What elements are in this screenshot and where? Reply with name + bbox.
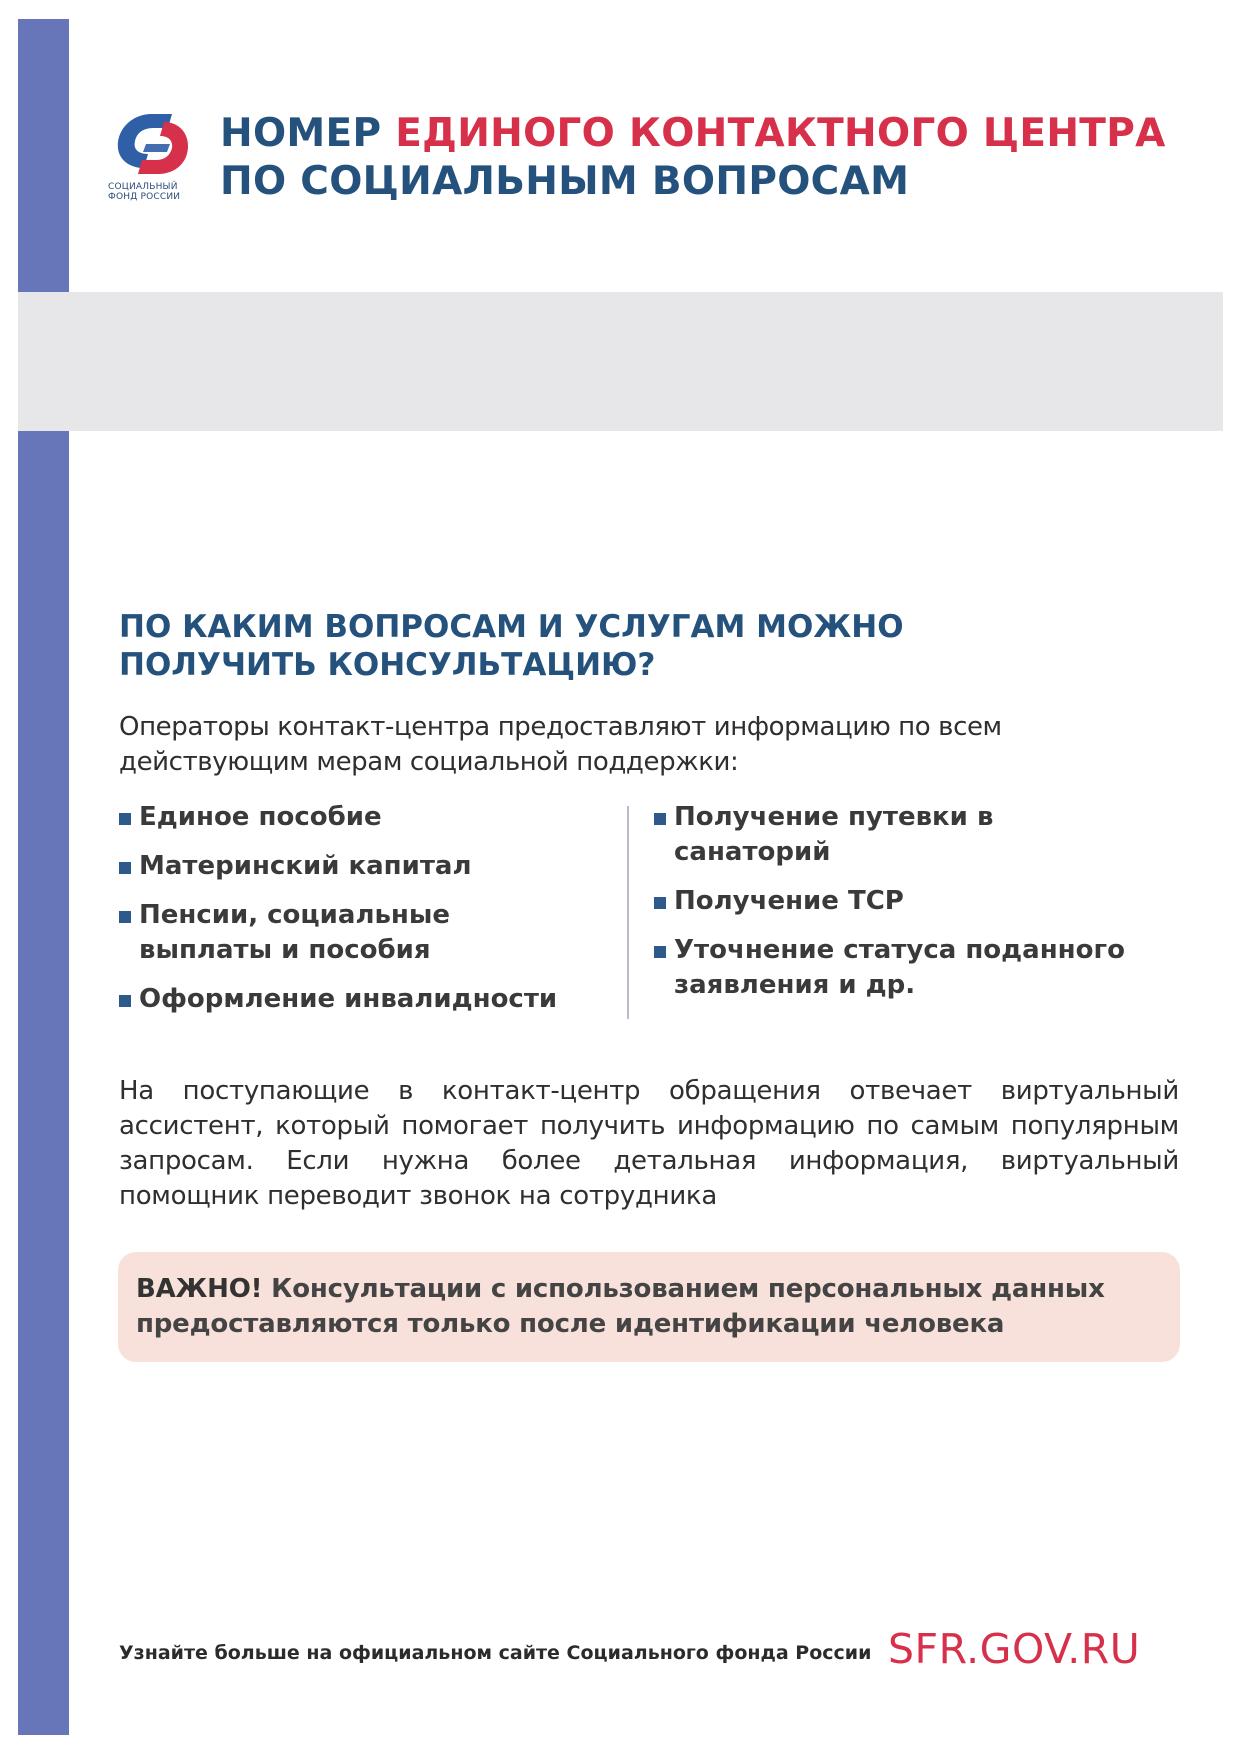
page-title-part2: ЕДИНОГО КОНТАКТНОГО ЦЕНТРА: [395, 111, 1166, 156]
page-title-line1: [220, 110, 1166, 158]
important-notice: [118, 1252, 1180, 1362]
list-item: [119, 898, 499, 968]
important-notice-text: [136, 1272, 1171, 1342]
left-accent-bar: [18, 19, 69, 1735]
important-body: Консультации с использованием персональных данных предоставляются только после идентификации человека: [136, 1274, 1105, 1339]
page-title: [220, 110, 1166, 206]
section-heading: [119, 608, 904, 684]
list-item-label: Материнский капитал: [139, 851, 472, 881]
square-bullet-icon: [654, 813, 666, 825]
logo-caption-line1: СОЦИАЛЬНЫЙ: [108, 182, 178, 192]
services-list-right: [654, 800, 1194, 1017]
square-bullet-icon: [119, 995, 131, 1007]
section-heading-line1: ПО КАКИМ ВОПРОСАМ И УСЛУГАМ МОЖНО: [119, 609, 904, 645]
list-item: [119, 982, 629, 1017]
square-bullet-icon: [654, 897, 666, 909]
list-item: [654, 800, 1004, 870]
logo-caption: [108, 182, 203, 202]
footer-text: Узнайте больше на официальном сайте Социального фонда России: [119, 1642, 872, 1664]
list-item-label: Оформление инвалидности: [139, 984, 558, 1014]
list-item-label: Единое пособие: [139, 802, 382, 832]
services-list-left: [119, 800, 629, 1031]
list-item: [119, 849, 629, 884]
important-label: ВАЖНО!: [136, 1274, 263, 1304]
list-item-label: Уточнение статуса поданного заявления и др.: [674, 935, 1125, 1000]
assistant-paragraph: На поступающие в контакт-центр обращения отвечает виртуальный ассистент, который помогает получить информацию по самым популярным запросам. Если нужна более детальная информация, виртуальный помощник переводит звонок на сотрудника: [119, 1076, 1179, 1211]
intro-text: Операторы контакт-центра предоставляют информацию по всем действующим мерам социальной поддержки:: [119, 712, 1002, 777]
list-item-label: Получение ТСР: [674, 886, 904, 916]
gray-band: [18, 292, 1223, 431]
logo-caption-line2: ФОНД РОССИИ: [108, 192, 181, 202]
footer-site-link[interactable]: SFR.GOV.RU: [888, 1625, 1141, 1673]
square-bullet-icon: [119, 911, 131, 923]
square-bullet-icon: [654, 946, 666, 958]
square-bullet-icon: [119, 813, 131, 825]
list-item: [654, 884, 1194, 919]
page-title-part1: НОМЕР: [220, 111, 396, 156]
list-item-label: Пенсии, социальные выплаты и пособия: [139, 900, 451, 965]
column-divider: [627, 806, 629, 1019]
page-title-line2: ПО СОЦИАЛЬНЫМ ВОПРОСАМ: [220, 159, 910, 204]
list-item: [654, 933, 1174, 1003]
section-heading-line2: ПОЛУЧИТЬ КОНСУЛЬТАЦИЮ?: [119, 647, 656, 683]
list-item-label: Получение путевки в санаторий: [674, 802, 994, 867]
sfr-logo-icon: [108, 108, 194, 180]
sfr-logo: [108, 108, 198, 208]
square-bullet-icon: [119, 862, 131, 874]
list-item: [119, 800, 629, 835]
